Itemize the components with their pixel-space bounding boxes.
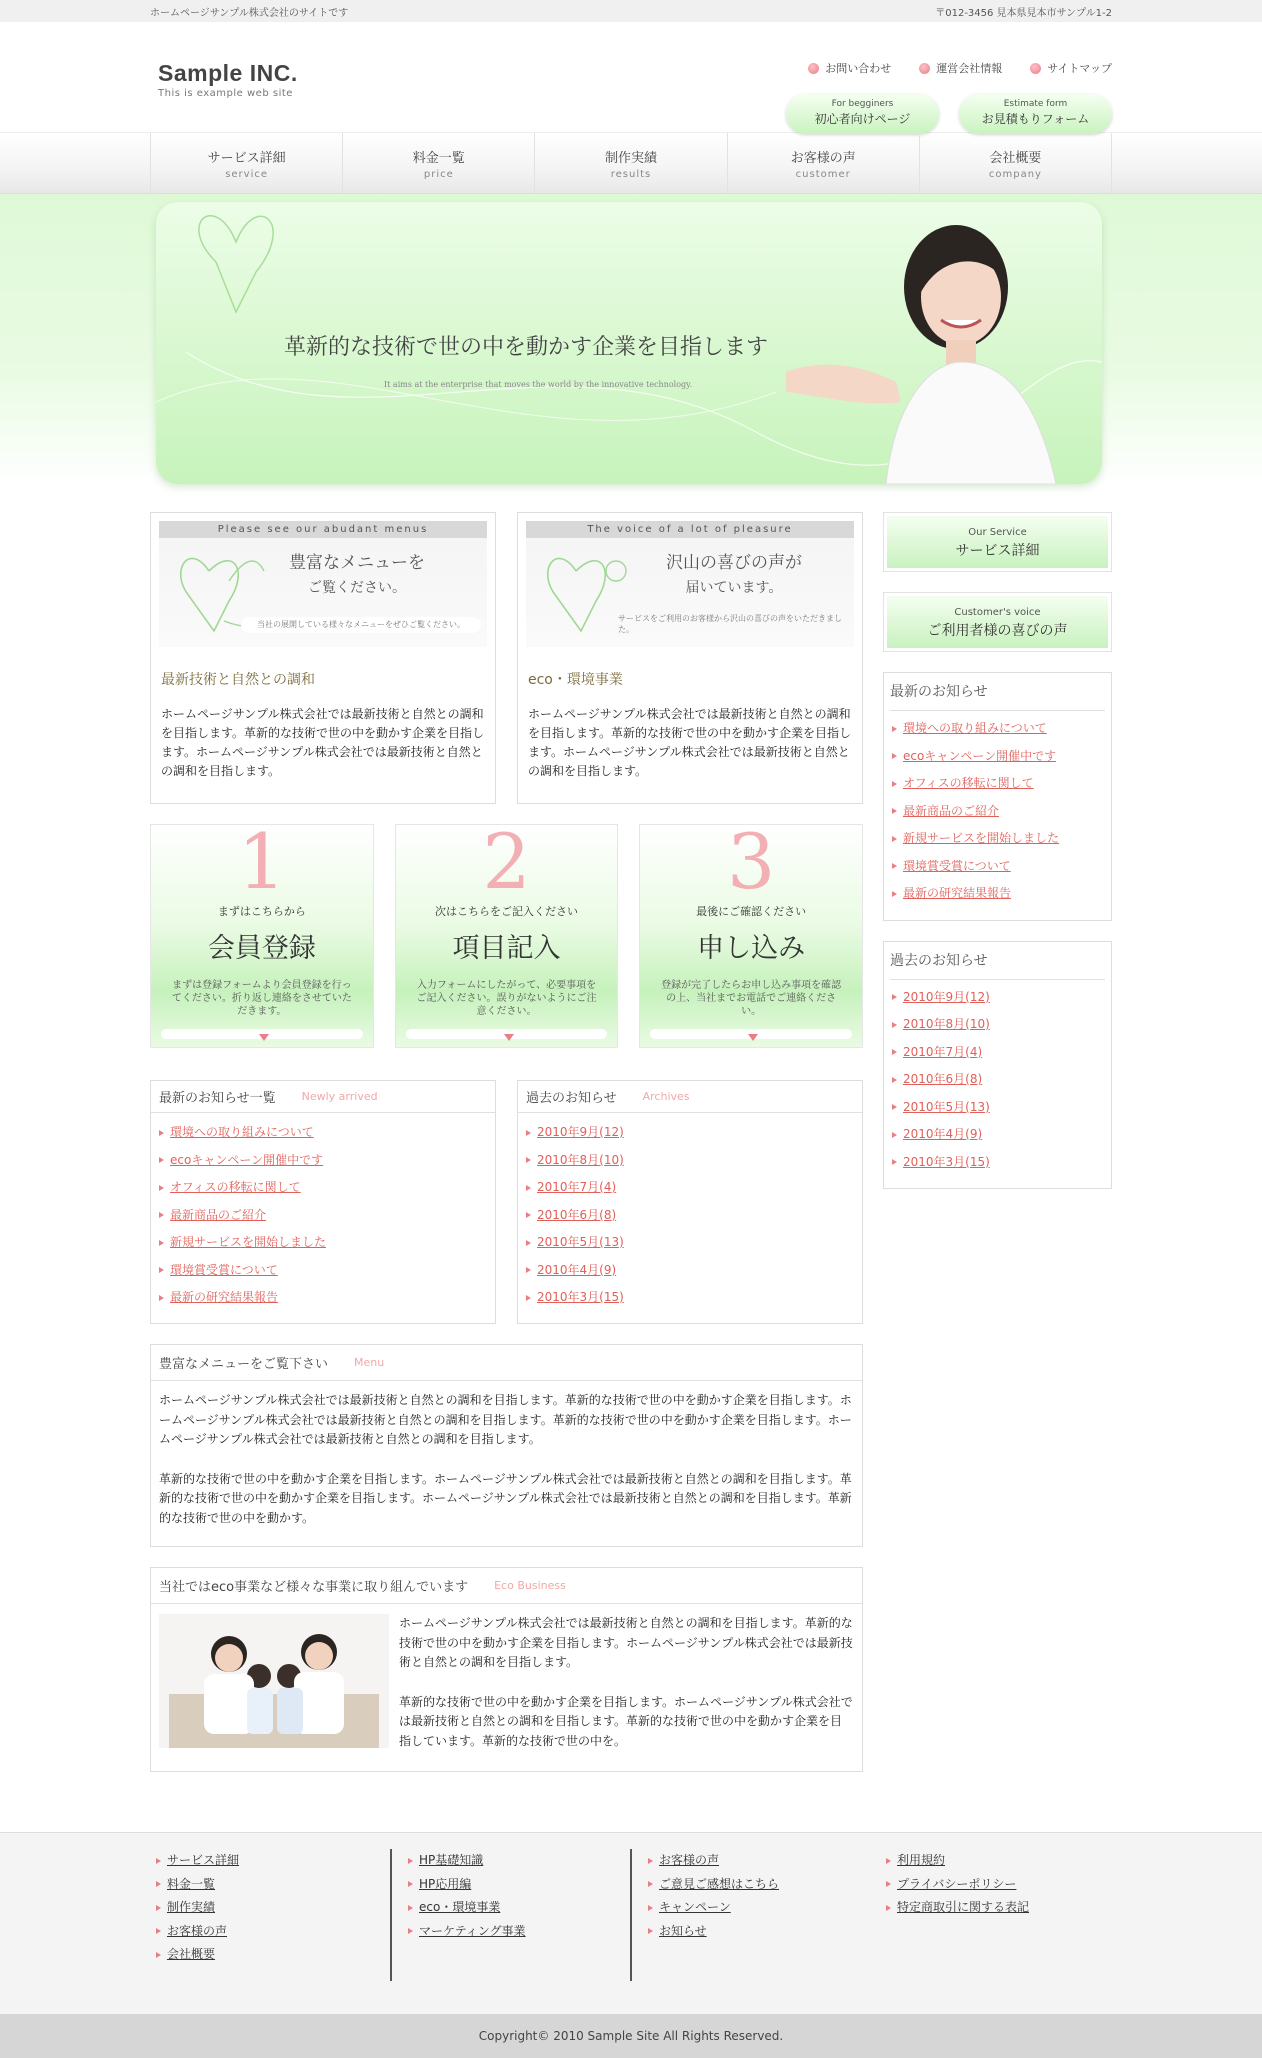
sidebar-archives xyxy=(883,941,1112,1190)
sidebar-title: 過去のお知らせ xyxy=(890,942,1105,980)
list-item[interactable] xyxy=(648,1873,870,1897)
step-sublabel: 最後にご確認ください xyxy=(696,905,807,918)
footer-link[interactable]: お客様の声 xyxy=(659,1853,720,1867)
step-title: 会員登録 xyxy=(207,933,316,964)
list-item[interactable] xyxy=(408,1920,630,1944)
archive-link[interactable]: 2010年5月(13) xyxy=(537,1235,624,1249)
arrow-down-icon xyxy=(748,1034,758,1041)
nav-label: サービス詳細 xyxy=(207,151,286,166)
list-item[interactable] xyxy=(159,1174,495,1202)
archive-link[interactable]: 2010年4月(9) xyxy=(903,1127,983,1141)
news-link[interactable]: 最新の研究結果報告 xyxy=(170,1290,279,1304)
main-content xyxy=(150,512,863,1772)
footer-column xyxy=(390,1849,630,1981)
banner-title: 沢山の喜びの声が xyxy=(666,553,802,573)
list-item[interactable] xyxy=(526,1284,862,1312)
feature-banner[interactable] xyxy=(526,521,854,647)
hero-subtitle: It aims at the enterprise that moves the world by the innovative technology. xyxy=(384,380,693,389)
banner-subtext: 当社の展開している様々なメニューをぜひご覧ください。 xyxy=(241,617,481,633)
eco-paragraph: 革新的な技術で世の中を動かす企業を目指します。ホームページサンプル株式会社では最新技術と自然との調和を目指します。革新的な技術で世の中を動かす企業を目指しています。革新的な技術で世の中を。 xyxy=(399,1694,853,1748)
list-item[interactable] xyxy=(892,853,1105,881)
list-item[interactable] xyxy=(159,1257,495,1285)
steps xyxy=(150,817,863,1048)
feature-text: ホームページサンプル株式会社では最新技術と自然との調和を目指します。革新的な技術で世の中を動かす企業を目指します。ホームページサンプル株式会社では最新技術と自然との調和を目指します。 xyxy=(161,707,485,778)
archive-link[interactable]: 2010年7月(4) xyxy=(537,1180,617,1194)
footer-link[interactable]: ご意見ご感想はこちら xyxy=(659,1876,780,1891)
nav-sublabel: company xyxy=(988,169,1042,180)
logo[interactable] xyxy=(158,60,298,99)
list-item[interactable] xyxy=(156,1943,390,1967)
box-subtitle: Newly arrived xyxy=(301,1090,378,1103)
nav-sublabel: service xyxy=(225,169,269,180)
list-item[interactable] xyxy=(526,1202,862,1230)
archive-link[interactable]: 2010年7月(4) xyxy=(903,1044,983,1059)
nav-sublabel: customer xyxy=(795,169,851,180)
footer-link[interactable]: お知らせ xyxy=(659,1923,707,1938)
list-item[interactable] xyxy=(892,1094,1105,1122)
hero xyxy=(0,194,1262,486)
button-label: ご利用者様の喜びの声 xyxy=(927,623,1068,639)
list-item[interactable] xyxy=(156,1849,390,1873)
footer-link[interactable]: eco・環境事業 xyxy=(419,1900,501,1914)
footer-link[interactable]: お客様の声 xyxy=(167,1923,228,1938)
banner-subtext: サービスをご利用のお客様から沢山の喜びの声をいただきました。 xyxy=(618,614,842,634)
nav-label: 制作実績 xyxy=(605,151,658,166)
eco-box xyxy=(150,1567,863,1772)
list-item[interactable] xyxy=(886,1873,1110,1897)
step-register[interactable] xyxy=(150,817,374,1048)
list-item[interactable] xyxy=(159,1202,495,1230)
list-item[interactable] xyxy=(648,1896,870,1920)
header-link-company[interactable]: 運営会社情報 xyxy=(919,60,1002,76)
nav-item-customer[interactable] xyxy=(727,133,919,193)
feature-text: ホームページサンプル株式会社では最新技術と自然との調和を目指します。革新的な技術で世の中を動かす企業を目指します。ホームページサンプル株式会社では最新技術と自然との調和を目指します。 xyxy=(528,707,852,778)
feature-banner[interactable] xyxy=(159,521,487,647)
list-item[interactable] xyxy=(892,1011,1105,1039)
site-description: ホームページサンプル株式会社のサイトです xyxy=(150,7,349,19)
archive-link[interactable]: 2010年9月(12) xyxy=(903,989,990,1004)
news-link[interactable]: 最新の研究結果報告 xyxy=(903,886,1012,900)
nav-item-service[interactable] xyxy=(150,133,342,193)
header-links xyxy=(808,60,1112,76)
news-link[interactable]: ecoキャンペーン開催中です xyxy=(170,1152,324,1167)
box-title: 豊富なメニューをご覧下さい xyxy=(159,1357,329,1372)
service-button[interactable] xyxy=(883,512,1112,572)
list-item[interactable] xyxy=(526,1119,862,1147)
list-item[interactable] xyxy=(156,1896,390,1920)
step-input[interactable] xyxy=(395,817,619,1048)
list-item[interactable] xyxy=(408,1873,630,1897)
header-link-sitemap[interactable]: サイトマップ xyxy=(1030,60,1112,76)
news-box xyxy=(150,1080,496,1324)
list-item[interactable] xyxy=(526,1229,862,1257)
list-item[interactable] xyxy=(886,1849,1110,1873)
button-sublabel: Estimate form xyxy=(1003,99,1068,109)
list-item[interactable] xyxy=(892,880,1105,908)
archives-box xyxy=(517,1080,863,1324)
footer-link[interactable]: 会社概要 xyxy=(167,1947,216,1961)
list-item[interactable] xyxy=(892,1039,1105,1067)
list-item[interactable] xyxy=(408,1849,630,1873)
nav-item-results[interactable] xyxy=(534,133,726,193)
step-description: まずは登録フォームより会員登録を行ってください。折り返し連絡をさせていただきます。 xyxy=(171,980,352,1017)
step-number: 1 xyxy=(237,817,287,906)
menu-box xyxy=(150,1344,863,1547)
archive-link[interactable]: 2010年4月(9) xyxy=(537,1262,617,1277)
button-label: お見積もりフォーム xyxy=(981,112,1090,126)
feature-heading: 最新技術と自然との調和 xyxy=(161,672,315,688)
list-item[interactable] xyxy=(892,715,1105,743)
footer-column xyxy=(630,1849,870,1981)
arrow-down-icon xyxy=(504,1034,514,1041)
list-item[interactable] xyxy=(892,1121,1105,1149)
bullet-icon xyxy=(1030,63,1041,74)
archive-link[interactable]: 2010年3月(15) xyxy=(537,1290,624,1304)
footer-link[interactable]: サービス詳細 xyxy=(167,1853,240,1867)
footer-column xyxy=(870,1849,1110,1981)
header-link-contact[interactable]: お問い合わせ xyxy=(808,60,891,76)
footer-link[interactable]: HP応用編 xyxy=(419,1876,472,1891)
box-subtitle: Archives xyxy=(642,1090,690,1103)
banner-title: 豊富なメニューを xyxy=(289,553,425,573)
news-link[interactable]: 新規サービスを開始しました xyxy=(903,831,1060,845)
header-buttons xyxy=(786,94,1112,134)
button-label: 初心者向けページ xyxy=(814,112,911,126)
news-link[interactable]: 環境への取り組みについて xyxy=(903,721,1047,735)
news-list xyxy=(151,1113,495,1312)
button-label: サービス詳細 xyxy=(955,543,1040,559)
news-link[interactable]: ecoキャンペーン開催中です xyxy=(903,748,1057,763)
footer-link[interactable]: 料金一覧 xyxy=(167,1876,216,1891)
news-link[interactable]: 新規サービスを開始しました xyxy=(170,1235,327,1249)
nav-label: 料金一覧 xyxy=(412,151,465,166)
beginners-button[interactable] xyxy=(786,94,939,134)
step-apply[interactable] xyxy=(639,817,863,1048)
list-item[interactable] xyxy=(886,1896,1110,1920)
footer-link[interactable]: 特定商取引に関する表記 xyxy=(897,1900,1030,1914)
box-subtitle: Menu xyxy=(354,1356,385,1369)
feature-heading: eco・環境事業 xyxy=(528,672,623,688)
nav-item-company[interactable] xyxy=(919,133,1112,193)
footer-link[interactable]: プライバシーポリシー xyxy=(897,1876,1017,1891)
nav-sublabel: price xyxy=(423,169,454,180)
archive-link[interactable]: 2010年6月(8) xyxy=(903,1072,983,1086)
hero-title: 革新的な技術で世の中を動かす企業を目指します xyxy=(284,335,769,360)
estimate-button[interactable] xyxy=(959,94,1112,134)
news-link[interactable]: 最新商品のご紹介 xyxy=(903,803,1000,818)
banner-title2: ご覧ください。 xyxy=(308,580,406,596)
archive-link[interactable]: 2010年8月(10) xyxy=(903,1017,990,1031)
bullet-icon xyxy=(919,63,930,74)
footer-link[interactable]: キャンペーン xyxy=(659,1900,731,1914)
list-item[interactable] xyxy=(156,1873,390,1897)
family-photo xyxy=(159,1614,389,1748)
customer-voice-button[interactable] xyxy=(883,592,1112,652)
list-item[interactable] xyxy=(648,1849,870,1873)
banner-caption: Please see our abudant menus xyxy=(159,521,487,538)
woman-photo xyxy=(786,202,1102,484)
top-bar xyxy=(0,0,1262,22)
address: 〒012-3456 見本県見本市サンプル1-2 xyxy=(935,7,1112,19)
footer-column xyxy=(150,1849,390,1981)
feature-card-menu xyxy=(150,512,496,804)
footer xyxy=(0,1832,1262,2014)
eco-paragraph: ホームページサンプル株式会社では最新技術と自然との調和を目指します。革新的な技術で世の中を動かす企業を目指します。ホームページサンプル株式会社では最新技術と自然との調和を目指します。 xyxy=(399,1616,853,1669)
archive-link[interactable]: 2010年5月(13) xyxy=(903,1099,990,1114)
button-sublabel: Our Service xyxy=(968,527,1027,538)
button-sublabel: Customer's voice xyxy=(954,607,1041,618)
hero-banner xyxy=(156,202,1102,484)
step-title: 項目記入 xyxy=(452,933,561,964)
list-item[interactable] xyxy=(892,1066,1105,1094)
footer-link[interactable]: 利用規約 xyxy=(897,1853,946,1867)
box-title: 当社ではeco事業など様々な事業に取り組んでいます xyxy=(159,1580,469,1595)
step-number: 2 xyxy=(482,817,531,906)
step-number: 3 xyxy=(727,817,776,906)
news-link[interactable]: オフィスの移転に関して xyxy=(903,776,1034,790)
logo-tagline: This is example web site xyxy=(158,88,293,99)
news-link[interactable]: 環境賞受賞について xyxy=(903,858,1011,873)
step-description: 登録が完了したらお申し込み事項を確認の上、当社までお電話でご連絡ください。 xyxy=(661,980,842,1017)
button-sublabel: For begginers xyxy=(831,99,894,109)
list-item[interactable] xyxy=(892,984,1105,1012)
arrow-down-icon xyxy=(259,1034,269,1041)
global-nav xyxy=(0,132,1262,194)
box-subtitle: Eco Business xyxy=(494,1579,566,1592)
footer-link[interactable]: マーケティング事業 xyxy=(419,1923,526,1938)
list-item[interactable] xyxy=(526,1147,862,1175)
list-item[interactable] xyxy=(159,1284,495,1312)
sidebar-title: 最新のお知らせ xyxy=(890,673,1105,711)
feature-card-voice xyxy=(517,512,863,804)
sidebar-news xyxy=(883,672,1112,921)
news-link[interactable]: 環境への取り組みについて xyxy=(170,1125,314,1139)
nav-item-price[interactable] xyxy=(342,133,534,193)
step-sublabel: まずはこちらから xyxy=(217,905,306,918)
list-item[interactable] xyxy=(892,743,1105,771)
list-item[interactable] xyxy=(159,1147,495,1175)
step-title: 申し込み xyxy=(697,933,806,964)
list-item[interactable] xyxy=(892,1149,1105,1177)
header xyxy=(0,22,1262,132)
footer-link[interactable]: 制作実績 xyxy=(167,1900,216,1914)
list-item[interactable] xyxy=(526,1257,862,1285)
nav-label: お客様の声 xyxy=(790,151,856,166)
banner-title2: 届いています。 xyxy=(685,580,783,596)
step-sublabel: 次はこちらをご記入ください xyxy=(435,905,578,918)
nav-sublabel: results xyxy=(610,169,652,180)
copyright: Copyright© 2010 Sample Site All Rights Reserved. xyxy=(0,2014,1262,2058)
menu-paragraph: ホームページサンプル株式会社では最新技術と自然との調和を目指します。革新的な技術で世の中を動かす企業を目指します。ホームページサンプル株式会社では最新技術と自然との調和を目指します。革新的な技術で世の中を動かす企業を目指します。ホームページサンプル株式会社では最新技術と自然との調和を目指します。 xyxy=(159,1393,852,1446)
list-item[interactable] xyxy=(526,1174,862,1202)
menu-paragraph: 革新的な技術で世の中を動かす企業を目指します。ホームページサンプル株式会社では最新技術と自然との調和を目指します。革新的な技術で世の中を動かす企業を目指します。ホームページサンプル株式会社では最新技術と自然との調和を目指します。革新的な技術で世の中を動かす。 xyxy=(159,1471,852,1525)
step-description: 入力フォームにしたがって、必要事項をご記入ください。誤りがないようにご注意ください。 xyxy=(416,980,597,1017)
list-item[interactable] xyxy=(159,1229,495,1257)
archive-link[interactable]: 2010年3月(15) xyxy=(903,1154,990,1169)
archive-link[interactable]: 2010年6月(8) xyxy=(537,1207,617,1222)
news-link[interactable]: 環境賞受賞について xyxy=(170,1262,278,1277)
news-link[interactable]: 最新商品のご紹介 xyxy=(170,1207,267,1222)
sidebar xyxy=(883,512,1112,1772)
list-item[interactable] xyxy=(648,1920,870,1944)
list-item[interactable] xyxy=(892,825,1105,853)
nav-label: 会社概要 xyxy=(989,151,1042,166)
box-title: 過去のお知らせ xyxy=(526,1091,617,1106)
news-link[interactable]: オフィスの移転に関して xyxy=(170,1180,301,1194)
box-title: 最新のお知らせ一覧 xyxy=(159,1091,276,1106)
footer-link[interactable]: HP基礎知識 xyxy=(419,1853,484,1867)
bullet-icon xyxy=(808,63,819,74)
list-item[interactable] xyxy=(892,798,1105,826)
logo-name: Sample INC. xyxy=(158,60,298,86)
list-item[interactable] xyxy=(159,1119,495,1147)
archive-link[interactable]: 2010年9月(12) xyxy=(537,1125,624,1139)
banner-caption: The voice of a lot of pleasure xyxy=(526,521,854,538)
list-item[interactable] xyxy=(156,1920,390,1944)
list-item[interactable] xyxy=(892,770,1105,798)
archive-link[interactable]: 2010年8月(10) xyxy=(537,1152,624,1167)
list-item[interactable] xyxy=(408,1896,630,1920)
archives-list xyxy=(518,1113,862,1312)
